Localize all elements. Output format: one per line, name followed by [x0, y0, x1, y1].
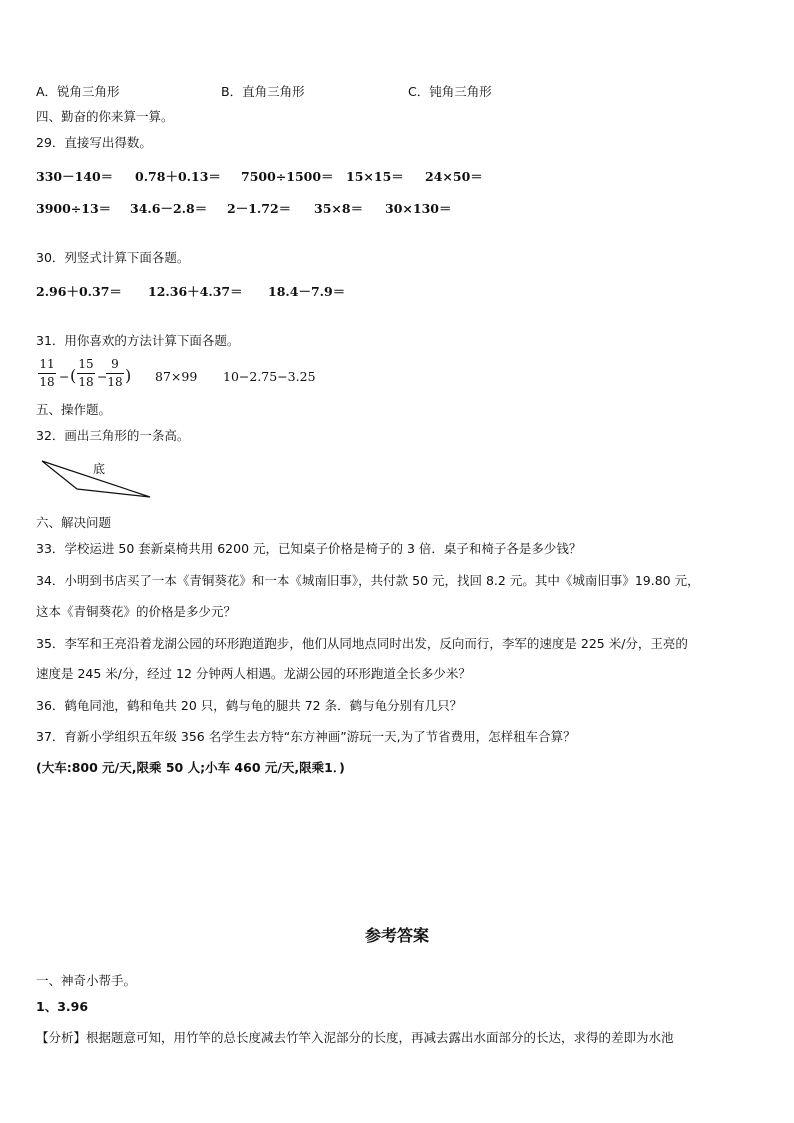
q31-title: 31．用你喜欢的方法计算下面各题。	[36, 333, 240, 348]
fraction	[38, 357, 56, 390]
fraction	[106, 357, 124, 390]
fraction-denominator: 18	[39, 375, 55, 389]
q30-title: 30．列竖式计算下面各题。	[36, 250, 190, 265]
q30-expr: 18.4－7.9＝	[268, 284, 346, 299]
q37-text-line1: 37．育新小学组织五年级 356 名学生去方特“东方神画”游玩一天,为了节省费用，怎样租车合算？	[36, 729, 576, 744]
answer-1-analysis: 【分析】根据题意可知，用竹竿的总长度减去竹竿入泥部分的长度，再减去露出水面部分的长达，求得的差即为水池	[36, 1030, 674, 1045]
open-paren: (	[70, 366, 77, 385]
fraction-denominator: 18	[78, 375, 94, 389]
answer-section-1-heading: 一、神奇小帮手。	[36, 973, 137, 988]
q29-expr: 24×50＝	[425, 169, 483, 184]
q36-text: 36．鹤龟同池，鹤和龟共 20 只，鹤与龟的腿共 72 条．鹤与龟分别有几只？	[36, 698, 463, 713]
q33-text: 33．学校运进 50 套新桌椅共用 6200 元，已知桌子价格是椅子的 3 倍．桌子和椅子各是多少钱？	[36, 541, 582, 556]
q34-text-line1: 34．小明到书店买了一本《青铜葵花》和一本《城南旧事》，共付款 50 元，找回 8.2 元。其中《城南旧事》19.80 元，	[36, 573, 700, 588]
fraction-denominator: 18	[107, 375, 123, 389]
q29-expr: 34.6－2.8＝	[130, 201, 208, 216]
q30-expr: 12.36＋4.37＝	[148, 284, 243, 299]
fraction-numerator: 9	[111, 357, 119, 371]
fraction-numerator: 15	[78, 357, 94, 371]
minus-sign: −	[59, 369, 70, 384]
option-b: B．直角三角形	[221, 84, 305, 99]
fraction	[77, 357, 95, 390]
q29-title: 29．直接写出得数。	[36, 135, 152, 150]
q29-expr: 35×8＝	[314, 201, 364, 216]
option-c: C．钝角三角形	[408, 84, 492, 99]
q31-expr-2: 87×99	[155, 369, 198, 384]
q29-expr: 30×130＝	[385, 201, 452, 216]
q29-expr: 330－140＝	[36, 169, 114, 184]
section-4-heading: 四、勤奋的你来算一算。	[36, 109, 174, 124]
q35-text-line2: 速度是 245 米/分，经过 12 分钟两人相遇。龙湖公园的环形跑道全长多少米？	[36, 666, 471, 681]
fraction-numerator: 11	[39, 357, 55, 371]
answers-title: 参考答案	[364, 926, 429, 945]
option-a: A．锐角三角形	[36, 84, 120, 99]
fraction-bar	[106, 373, 124, 374]
q29-expr: 0.78＋0.13＝	[135, 169, 221, 184]
q35-text-line1: 35．李军和王亮沿着龙湖公园的环形跑道跑步，他们从同地点同时出发，反向而行，李军的速度是 225 米/分，王亮的	[36, 636, 688, 651]
section-6-heading: 六、解决问题	[36, 515, 112, 530]
q34-text-line2: 这本《青铜葵花》的价格是多少元？	[36, 604, 237, 619]
q37-text-line2: (大车:800 元/天,限乘 50 人;小车 460 元/天,限乘1．)	[36, 760, 345, 775]
close-paren: )	[125, 366, 132, 385]
minus-sign: −	[97, 369, 108, 384]
section-5-heading: 五、操作题。	[36, 402, 112, 417]
answer-1: 1、3.96	[36, 999, 89, 1014]
q29-expr: 2－1.72＝	[227, 201, 292, 216]
q29-expr: 7500÷1500＝	[241, 169, 334, 184]
q31-expr-3: 10−2.75−3.25	[223, 369, 316, 384]
q32-title: 32．画出三角形的一条高。	[36, 428, 190, 443]
triangle-base-label: 底	[93, 462, 106, 476]
q29-expr: 15×15＝	[346, 169, 404, 184]
fraction-bar	[38, 373, 56, 374]
q29-expr: 3900÷13＝	[36, 201, 112, 216]
q30-expr: 2.96＋0.37＝	[36, 284, 122, 299]
fraction-bar	[77, 373, 95, 374]
